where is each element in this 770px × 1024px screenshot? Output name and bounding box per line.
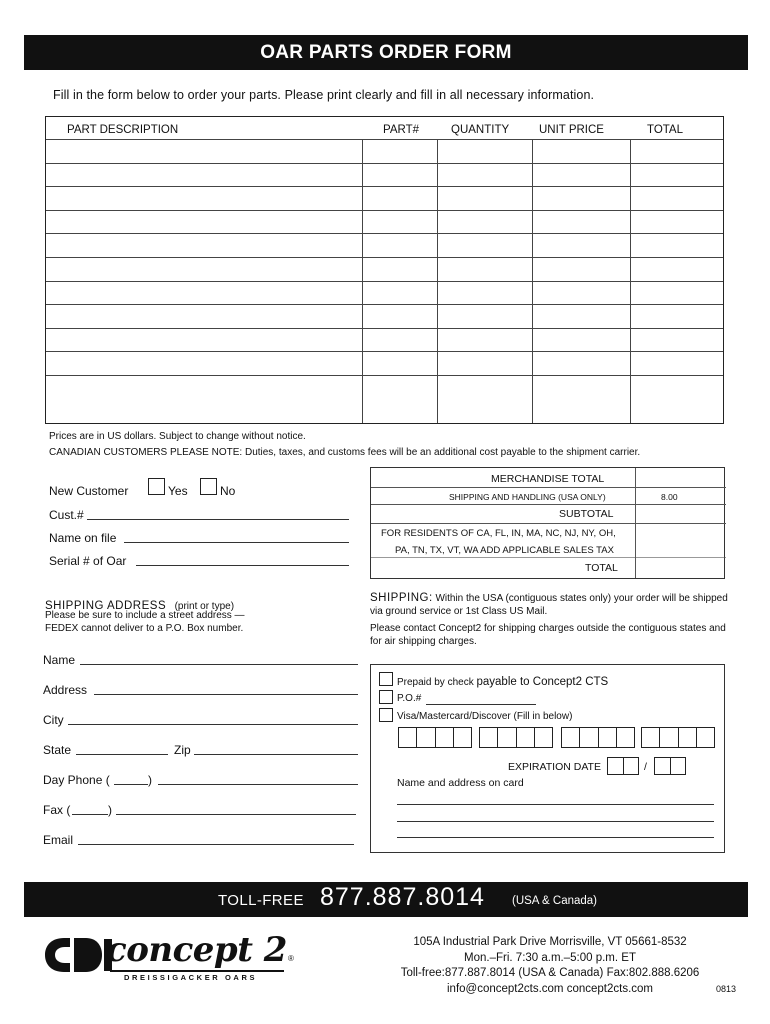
table-cell-part-number[interactable]	[363, 234, 436, 258]
table-cell-total[interactable]	[631, 329, 722, 353]
table-cell-quantity[interactable]	[438, 329, 531, 353]
name-on-file-label: Name on file	[49, 531, 117, 545]
card-name-line-3[interactable]	[397, 837, 714, 838]
contact-address: 105A Industrial Park Drive Morrisville, VT 05661-8532	[413, 936, 687, 948]
payment-box	[370, 664, 725, 853]
header-part-number: PART#	[383, 124, 420, 136]
name-label: Name	[43, 653, 76, 667]
residents-text-2: PA, TN, TX, VT, WA ADD APPLICABLE SALES TAX	[395, 545, 614, 556]
table-cell-unit-price[interactable]	[533, 329, 629, 353]
table-cell-total[interactable]	[631, 305, 722, 329]
table-cell-quantity[interactable]	[438, 164, 531, 188]
table-cell-quantity[interactable]	[438, 258, 531, 282]
table-cell-unit-price[interactable]	[533, 234, 629, 258]
header-quantity: QUANTITY	[451, 124, 510, 136]
contact-web: info@concept2cts.com concept2cts.com	[447, 982, 653, 995]
day-phone-close: )	[148, 773, 152, 787]
fax-line	[116, 814, 356, 815]
table-cell-part-number[interactable]	[363, 211, 436, 235]
table-cell-part-number[interactable]	[363, 352, 436, 376]
day-phone-line	[158, 784, 358, 785]
table-cell-description[interactable]	[47, 376, 361, 400]
totals-rule-1	[371, 487, 726, 488]
table-cell-quantity[interactable]	[438, 352, 531, 376]
table-cell-part-number[interactable]	[363, 329, 436, 353]
po-line	[426, 704, 536, 705]
zip-label: Zip	[174, 743, 191, 757]
logo-rule	[110, 970, 284, 972]
contact-block	[330, 935, 770, 997]
table-cell-total[interactable]	[631, 164, 722, 188]
payable-label: payable to Concept2 CTS	[476, 676, 609, 688]
header-unit-price: UNIT PRICE	[539, 124, 604, 136]
card-digits-group-2[interactable]	[479, 727, 553, 748]
table-cell-description[interactable]	[47, 258, 361, 282]
table-cell-total[interactable]	[631, 352, 722, 376]
shipping-address-title: SHIPPING ADDRESS	[45, 600, 167, 612]
table-cell-part-number[interactable]	[363, 376, 436, 400]
state-line	[76, 754, 168, 755]
shipping-info-text-1: Within the USA (contiguous states only) your order will be shipped via ground service or 1st Class US Mail.	[370, 593, 728, 617]
new-customer-label: New Customer	[49, 484, 129, 498]
concept2-logo	[44, 930, 304, 986]
no-label: No	[220, 484, 236, 498]
table-cell-description[interactable]	[47, 329, 361, 353]
table-cell-description[interactable]	[47, 234, 361, 258]
fax-close: )	[108, 803, 112, 817]
po-input[interactable]	[426, 691, 536, 704]
toll-free-number: 877.887.8014	[320, 883, 485, 911]
subtotal-label: SUBTOTAL	[559, 508, 614, 520]
table-cell-unit-price[interactable]	[533, 305, 629, 329]
cust-number-line	[87, 519, 349, 520]
day-phone-label: Day Phone (	[43, 773, 110, 787]
zip-line	[194, 754, 358, 755]
name-address-card-label: Name and address on card	[397, 777, 524, 789]
yes-label: Yes	[168, 484, 188, 498]
totals-rule-4	[371, 557, 726, 558]
no-checkbox[interactable]	[200, 478, 217, 495]
name-on-file-input[interactable]	[124, 529, 349, 543]
merchandise-total-label: MERCHANDISE TOTAL	[491, 473, 605, 485]
email-label: Email	[43, 833, 74, 847]
table-cell-total[interactable]	[631, 234, 722, 258]
address-line	[94, 694, 358, 695]
table-cell-part-number[interactable]	[363, 282, 436, 306]
zip-input[interactable]	[194, 741, 358, 755]
name-input[interactable]	[80, 651, 358, 665]
fax-input[interactable]	[116, 801, 356, 815]
totals-rule-3	[371, 523, 726, 524]
logo-wordmark: concept 2	[106, 930, 287, 970]
expiration-year[interactable]	[654, 757, 686, 775]
table-cell-total[interactable]	[631, 258, 722, 282]
table-cell-unit-price[interactable]	[533, 258, 629, 282]
day-phone-area-line	[114, 784, 148, 785]
table-cell-part-number[interactable]	[363, 187, 436, 211]
address-input[interactable]	[94, 681, 358, 695]
card-checkbox[interactable]	[379, 708, 393, 722]
table-cell-unit-price[interactable]	[533, 282, 629, 306]
serial-label: Serial # of Oar	[49, 554, 127, 568]
table-cell-total[interactable]	[631, 140, 722, 164]
residents-text-1: FOR RESIDENTS OF CA, FL, IN, MA, NC, NJ, NY, OH,	[381, 528, 616, 539]
card-digits-group-1[interactable]	[398, 727, 472, 748]
table-cell-quantity[interactable]	[438, 211, 531, 235]
city-line	[68, 724, 358, 725]
table-cell-description[interactable]	[47, 352, 361, 376]
serial-input[interactable]	[136, 552, 349, 566]
header-part-description: PART DESCRIPTION	[67, 124, 179, 136]
form-title: OAR PARTS ORDER FORM	[24, 35, 748, 70]
po-label: P.O.#	[397, 693, 422, 704]
prepaid-row	[397, 676, 608, 688]
table-cell-unit-price[interactable]	[533, 164, 629, 188]
shipping-info-text-2: Please contact Concept2 for shipping charges outside the contiguous states and for air shipping charges.	[370, 623, 726, 647]
contact-hours: Mon.–Fri. 7:30 a.m.–5:00 p.m. ET	[464, 951, 636, 964]
header-total: TOTAL	[647, 124, 683, 136]
toll-free-bar	[24, 882, 748, 917]
email-line	[78, 844, 354, 845]
table-cell-total[interactable]	[631, 211, 722, 235]
state-label: State	[43, 743, 72, 757]
day-phone-input[interactable]	[158, 771, 358, 785]
totals-rule-2	[371, 504, 726, 505]
city-input[interactable]	[68, 711, 358, 725]
table-cell-part-number[interactable]	[363, 164, 436, 188]
shipping-handling-value: 8.00	[661, 492, 678, 502]
shipping-info-label: SHIPPING:	[370, 592, 433, 604]
street-note-2: FEDEX cannot deliver to a P.O. Box number.	[45, 623, 244, 634]
cust-number-label: Cust.#	[49, 508, 84, 522]
table-cell-description[interactable]	[47, 305, 361, 329]
cust-number-input[interactable]	[87, 506, 349, 520]
name-on-file-line	[124, 542, 349, 543]
yes-checkbox[interactable]	[148, 478, 165, 495]
table-cell-unit-price[interactable]	[533, 187, 629, 211]
form-code: 0813	[716, 984, 737, 994]
po-checkbox[interactable]	[379, 690, 393, 704]
expiration-slash: /	[644, 761, 647, 773]
state-input[interactable]	[76, 741, 168, 755]
table-cell-total[interactable]	[631, 187, 722, 211]
table-cell-description[interactable]	[47, 164, 361, 188]
table-cell-part-number[interactable]	[363, 258, 436, 282]
table-cell-quantity[interactable]	[438, 234, 531, 258]
totals-box	[370, 467, 725, 579]
card-name-line-2[interactable]	[397, 821, 714, 822]
table-cell-total[interactable]	[631, 376, 722, 400]
shipping-handling-label: SHIPPING AND HANDLING (USA ONLY)	[449, 492, 606, 502]
table-cell-total[interactable]	[631, 282, 722, 306]
table-cell-unit-price[interactable]	[533, 376, 629, 400]
serial-line	[136, 565, 349, 566]
toll-free-region: (USA & Canada)	[512, 895, 598, 907]
table-cell-quantity[interactable]	[438, 140, 531, 164]
prepaid-label: Prepaid by check	[397, 677, 474, 688]
shipping-info	[370, 592, 730, 618]
address-label: Address	[43, 683, 88, 697]
table-cell-unit-price[interactable]	[533, 140, 629, 164]
table-cell-quantity[interactable]	[438, 187, 531, 211]
canadian-note: CANADIAN CUSTOMERS PLEASE NOTE: Duties, taxes, and customs fees will be an additional cost payable to the shipment carrier.	[49, 447, 641, 458]
prepaid-checkbox[interactable]	[379, 672, 393, 686]
table-cell-description[interactable]	[47, 282, 361, 306]
intro-text: Fill in the form below to order your parts. Please print clearly and fill in all necessary information.	[53, 88, 595, 102]
table-cell-description[interactable]	[47, 187, 361, 211]
prices-note: Prices are in US dollars. Subject to change without notice.	[49, 431, 306, 442]
shipping-address-note: (print or type)	[174, 601, 235, 612]
table-cell-unit-price[interactable]	[533, 211, 629, 235]
table-cell-part-number[interactable]	[363, 305, 436, 329]
expiration-month[interactable]	[607, 757, 639, 775]
fax-label: Fax (	[43, 803, 71, 817]
table-cell-quantity[interactable]	[438, 305, 531, 329]
street-note-1: Please be sure to include a street address —	[45, 610, 245, 621]
logo-tagline: DREISSIGACKER OARS	[124, 973, 258, 982]
table-cell-description[interactable]	[47, 211, 361, 235]
total-label: TOTAL	[585, 562, 618, 574]
contact-phones: Toll-free:877.887.8014 (USA & Canada) Fax:802.888.6206	[400, 967, 700, 979]
email-input[interactable]	[78, 831, 354, 845]
table-cell-unit-price[interactable]	[533, 352, 629, 376]
card-label: Visa/Mastercard/Discover (Fill in below)	[397, 711, 573, 722]
expiration-label: EXPIRATION DATE	[508, 761, 601, 773]
fax-area-line	[72, 814, 108, 815]
table-cell-description[interactable]	[47, 140, 361, 164]
card-name-line-1[interactable]	[397, 804, 714, 805]
name-line	[80, 664, 358, 665]
city-label: City	[43, 713, 64, 727]
toll-free-label: TOLL-FREE	[218, 892, 304, 909]
registered-mark: ®	[288, 954, 294, 963]
parts-table	[45, 116, 724, 424]
card-digits-group-4[interactable]	[641, 727, 715, 748]
table-cell-quantity[interactable]	[438, 282, 531, 306]
table-cell-quantity[interactable]	[438, 376, 531, 400]
table-cell-part-number[interactable]	[363, 140, 436, 164]
card-digits-group-3[interactable]	[561, 727, 635, 748]
